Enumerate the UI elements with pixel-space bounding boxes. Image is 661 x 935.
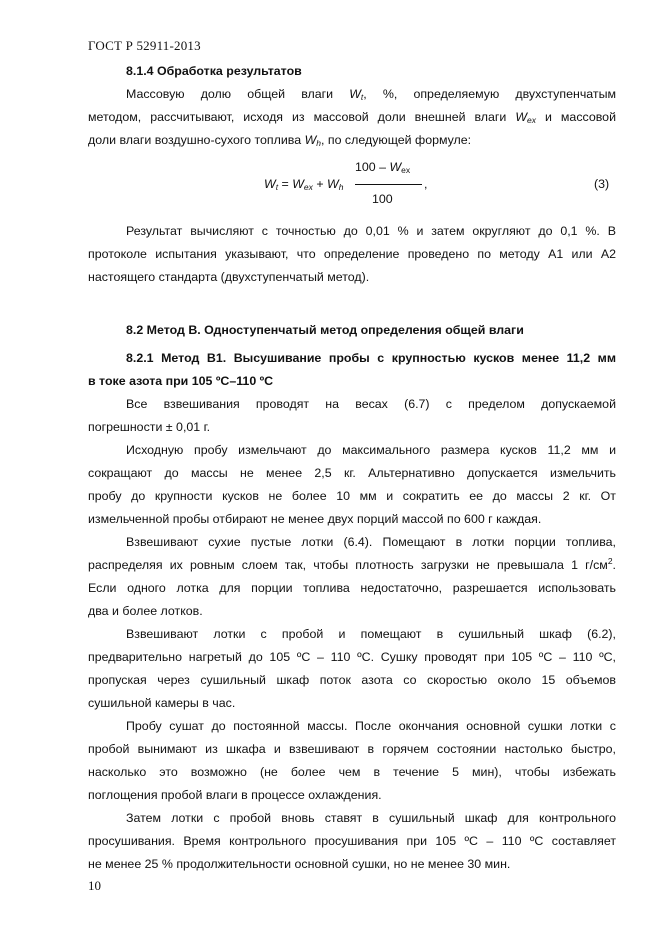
formula-denominator: 100 (372, 192, 393, 206)
paragraph-line: методом, рассчитывают, исходя из массовой доли внешней влаги $W_{ex}$ и массовой (88, 110, 616, 125)
paragraph-line: пропуская через сушильный шкаф поток азота со скоростью около 15 объемов (88, 673, 616, 687)
paragraph-line: предварительно нагретый до 105 ºС – 110 ºС. Сушку проводят при 105 ºС – 110 ºС, (88, 650, 616, 664)
paragraph-line: погрешности ± 0,01 г. (88, 420, 211, 434)
paragraph-line: Взвешивают сухие пустые лотки (6.4). Помещают в лотки порции топлива, (126, 535, 616, 549)
paragraph-line: протоколе испытания указывают, что определение проведено по методу А1 или А2 (88, 247, 616, 261)
formula-main-line: $W_t = W_{ex} + W_h$ (264, 177, 344, 192)
paragraph-line: не менее 25 % продолжительности основной сушки, но не менее 30 мин. (88, 857, 511, 871)
paragraph-line: Результат вычисляют с точностью до 0,01 % и затем округляют до 0,1 %. В (126, 224, 616, 238)
paragraph-line: пробой вынимают из шкафа и взвешивают в горячем состоянии настолько быстро, (88, 742, 616, 756)
paragraph-line: два и более лотков. (88, 604, 203, 618)
paragraph-line: насколько это возможно (не более чем в течение 5 мин), чтобы избежать (88, 765, 616, 779)
paragraph-line: просушивания. Время контрольного просушивания при 105 ºС – 110 ºС составляет (88, 834, 616, 848)
paragraph-line: сокращают до массы не менее 2,5 кг. Альтернативно допускается измельчить (88, 466, 616, 480)
paragraph-line: Если одного лотка для порции топлива недостаточно, разрешается использовать (88, 581, 616, 595)
paragraph-line: Массовую долю общей влаги $W_t$, %, определяемую двухступенчатым (126, 87, 616, 102)
paragraph-line: измельченной пробы отбирают не менее двух порций массой по 600 г каждая. (88, 512, 542, 526)
section-8-1-4-title: 8.1.4 Обработка результатов (126, 64, 302, 78)
paragraph-line: распределяя их ровным слоем так, чтобы плотность загрузки не превышала 1 $г/см^2$. (88, 556, 616, 572)
document-header: ГОСТ Р 52911-2013 (88, 38, 201, 53)
paragraph-line: Все взвешивания проводят на весах (6.7) с пределом допускаемой (126, 397, 616, 411)
paragraph-line: Затем лотки с пробой вновь ставят в сушильный шкаф для контрольного (126, 811, 616, 825)
formula-comma: , (424, 177, 428, 191)
paragraph-line: сушильной камеры в час. (88, 696, 236, 710)
section-8-2-1-title-cont: в токе азота при 105 ºС–110 ºС (88, 374, 274, 388)
paragraph-line: настоящего стандарта (двухступенчатый метод). (88, 270, 370, 284)
fraction-bar (355, 184, 422, 185)
paragraph-line: Пробу сушат до постоянной массы. После окончания основной сушки лотки с (126, 719, 616, 733)
paragraph-line: Исходную пробу измельчают до максимального размера кусков 11,2 мм и (126, 443, 616, 457)
paragraph-line: поглощения пробой влаги в процессе охлаждения. (88, 788, 382, 802)
paragraph-line: доли влаги воздушно-сухого топлива $W_h$, по следующей формуле: (88, 133, 472, 148)
section-8-2-title: 8.2 Метод В. Одноступенчатый метод определения общей влаги (126, 323, 524, 337)
formula-number: (3) (594, 177, 610, 191)
formula-numerator: $100 - W_{ex}$ (355, 160, 411, 175)
section-8-2-1-title: 8.2.1 Метод В1. Высушивание пробы с крупностью кусков менее 11,2 мм (126, 351, 616, 365)
paragraph-line: пробу до крупности кусков не более 10 мм и сократить ее до массы 2 кг. От (88, 489, 616, 503)
paragraph-line: Взвешивают лотки с пробой и помещают в сушильный шкаф (6.2), (126, 627, 616, 641)
page-number: 10 (88, 878, 101, 893)
